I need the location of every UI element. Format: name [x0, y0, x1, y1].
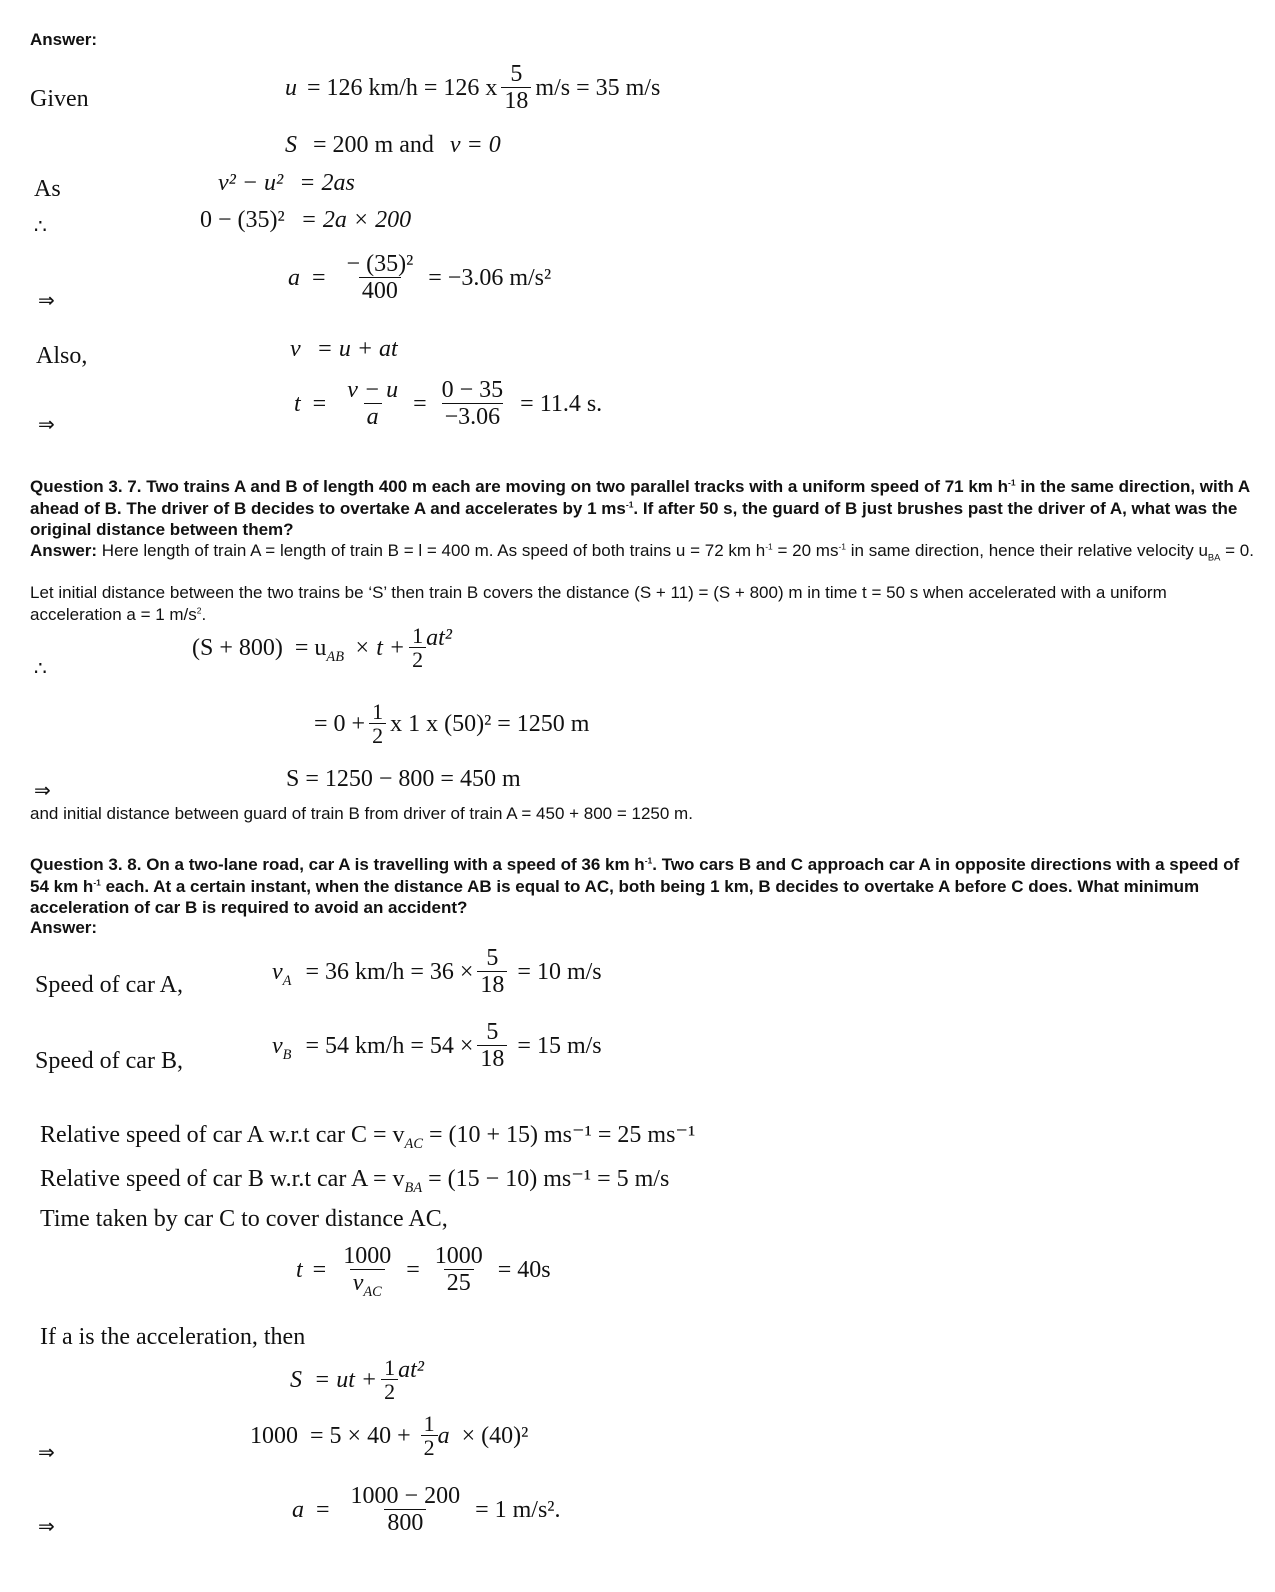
frac-den: 18 [477, 1045, 507, 1072]
u-result: m/s = 35 m/s [535, 74, 661, 101]
frac-num: v − u [347, 377, 399, 403]
implies-arrow: ⇒ [38, 1514, 55, 1538]
var-t: t [294, 390, 301, 417]
fraction-5-18 [501, 62, 531, 115]
fraction-half [421, 1412, 438, 1460]
e2-lhs: 1000 [250, 1422, 298, 1449]
time-taken-line: Time taken by car C to cover distance AC, [40, 1206, 448, 1232]
var-v: v [290, 336, 301, 362]
fraction-1000-25 [432, 1244, 486, 1297]
eq1-tail: at² [426, 624, 452, 651]
eq2-rhs: = 2a × 200 [300, 207, 412, 233]
var-a: a [437, 1422, 450, 1449]
equation-s-ut [290, 1356, 424, 1404]
fraction-a [344, 252, 417, 305]
speed-b-label: Speed of car B, [35, 1048, 183, 1074]
implies-arrow: ⇒ [34, 778, 51, 802]
equation-1000 [250, 1412, 528, 1460]
answer-3-7: Answer: Here length of train A = length of train B = l = 400 m. As speed of both trains u = 72 km $h^{-1} = 20$ $ms^{-1}$ in same direction, hence their relative velocity $u_{BA} = 0$. [30, 541, 1254, 563]
var-vb: $v_B$ [272, 1032, 292, 1063]
equation-1250 [314, 700, 589, 748]
implies-arrow: ⇒ [38, 412, 55, 436]
frac-den: 800 [384, 1509, 426, 1536]
equation-substituted [200, 207, 411, 234]
also-label: Also, [36, 343, 88, 369]
question-3-7: Question 3. 7. Two trains A and B of length 400 m each are moving on two parallel tracks with a uniform speed of 71 km $h^{-1}$ in the same direction, with A ahead of B. The driver of B decides to overtake A and accelerates by 1 $ms^{-1}$. If after 50 s, the guard of B just brushes past the driver of A, what was the original distance between them? [30, 477, 1250, 539]
var-a: a [292, 1496, 304, 1523]
implies-arrow: ⇒ [38, 288, 55, 312]
relative-speed-ba: Relative speed of car B w.r.t car $A = v_{BA} = (15 - 10) ms^{-1} = 5$ m/s [40, 1166, 670, 1196]
question-3-8: Question 3. 8. On a two-lane road, car A is travelling with a speed of 36 km $h^{-1}$. Two cars B and C approach car A in opposite directions with a speed of 54 km $h^{-1}$ each. At a certain instant, when the distance AB is equal to AC, both being 1 km, B decides to overtake A before C does. What minimum acceleration of car B is required to avoid an accident? [30, 855, 1240, 917]
equation-a-final [292, 1484, 561, 1537]
answer-3-7-line2: Let initial distance between the two trains be ‘S’ then train B covers the distance (S + 11) = (S + 800) m in time t = 50 s when accelerated with a uniform acceleration a = 1 $m/s^2$. [30, 583, 1167, 624]
u-eq: = 126 km/h = 126 x [307, 74, 498, 101]
t-result: = 40s [497, 1256, 551, 1283]
frac-num: 5 [486, 1019, 499, 1045]
equation-va [272, 946, 602, 999]
frac-num: 1000 [343, 1243, 392, 1269]
frac-den: 2 [369, 723, 386, 748]
equation-vb [272, 1020, 602, 1073]
v-zero: v = 0 [449, 132, 501, 158]
frac-num: 1 [384, 1355, 396, 1380]
fraction-1000-vac [340, 1243, 394, 1300]
conclusion-3-7: and initial distance between guard of train B from driver of train A = 450 + 800 = 1250 m. [30, 804, 693, 823]
answer-label: Answer: [30, 541, 98, 560]
equation-t [294, 378, 602, 431]
equation-s800 [192, 624, 452, 672]
va-result: = 10 m/s [517, 958, 602, 985]
frac-num: 0 − 35 [441, 377, 504, 403]
fraction-t2 [439, 378, 507, 431]
answer-heading: Answer: [30, 918, 98, 937]
eq-sign: = [406, 1256, 420, 1283]
equation-t40 [296, 1243, 551, 1300]
frac-num: 1000 − 200 [350, 1483, 461, 1509]
var-s: S [290, 1366, 302, 1393]
eq-sign: = [316, 1496, 330, 1523]
t-result: = 11.4 s. [520, 390, 603, 417]
answer-heading: Answer: [30, 30, 98, 49]
implies-arrow: ⇒ [38, 1440, 55, 1464]
frac-den: 2 [409, 647, 426, 672]
eq-sign: = [312, 390, 327, 417]
frac-num: 1 [423, 1411, 435, 1436]
frac-num: 5 [510, 61, 523, 87]
frac-den: 2 [381, 1379, 398, 1404]
frac-den: 25 [444, 1269, 474, 1296]
s-rhs: = 200 m and [313, 132, 434, 158]
var-a: a [288, 264, 300, 291]
eq1-mid: = $u_{AB}$ [294, 634, 345, 665]
va-eq: = 36 km/h = 36 × [305, 958, 474, 985]
fraction-t1 [344, 378, 401, 431]
v-rhs: = u + at [316, 336, 398, 362]
eq2-a: = 0 + [314, 710, 366, 737]
e2-rhs: = 5 × 40 + [310, 1422, 411, 1449]
eq2-lhs: 0 − (35)² [200, 207, 285, 233]
a-result: = 1 m/s². [475, 1496, 561, 1523]
as-label: As [34, 176, 61, 202]
eq1-lhs: v² − u² [218, 170, 284, 196]
fraction-5-18 [477, 1020, 507, 1073]
eq1-rhs: = 2as [299, 170, 355, 196]
eq1-lhs: (S + 800) [192, 634, 283, 661]
speed-a-label: Speed of car A, [35, 972, 183, 998]
vb-eq: = 54 km/h = 54 × [305, 1032, 474, 1059]
frac-den: 18 [501, 87, 531, 114]
frac-den: a [364, 403, 382, 430]
a-result: = −3.06 m/s² [428, 264, 552, 291]
if-acceleration-line: If a is the acceleration, then [40, 1324, 306, 1350]
e2-tail: × (40)² [461, 1422, 529, 1449]
var-va: $v_A$ [272, 958, 292, 989]
therefore-symbol: ∴ [34, 214, 47, 238]
fraction-5-18 [477, 946, 507, 999]
frac-den: 400 [359, 277, 401, 304]
s-tail: at² [398, 1356, 424, 1383]
eq-sign: = [312, 1256, 327, 1283]
frac-num: 1 [372, 699, 384, 724]
var-u: u [285, 74, 297, 101]
fraction-half [409, 624, 426, 672]
frac-num: − (35)² [346, 251, 414, 277]
s-rhs: = ut + [314, 1366, 378, 1393]
frac-num: 5 [486, 945, 499, 971]
frac-den: 2 [421, 1435, 438, 1460]
equation-u [285, 62, 660, 115]
var-s: S [285, 132, 297, 158]
eq-sign: = [312, 264, 326, 291]
eq-sign: = [413, 390, 427, 417]
eq2-b: x 1 x (50)² = 1250 m [390, 710, 590, 737]
relative-speed-ac: Relative speed of car A w.r.t car $C = v_{AC} = (10 + 15) ms^{-1} = 25$ ms⁻¹ [40, 1122, 696, 1152]
fraction-half [381, 1356, 398, 1404]
vb-result: = 15 m/s [517, 1032, 602, 1059]
fraction-800 [348, 1484, 464, 1537]
equation-s [285, 132, 501, 159]
therefore-symbol: ∴ [34, 656, 47, 680]
eq1-rest: × t + [354, 634, 406, 661]
equation-v [290, 336, 398, 363]
fraction-half [369, 700, 386, 748]
frac-den: $v_{AC}$ [350, 1269, 385, 1296]
equation-450: S = 1250 − 800 = 450 m [286, 766, 521, 792]
var-t: t [296, 1256, 303, 1283]
equation-a [288, 252, 551, 305]
frac-num: 1000 [434, 1243, 483, 1269]
given-label: Given [30, 86, 89, 112]
equation-kinematic [218, 170, 355, 197]
frac-num: 1 [412, 623, 424, 648]
frac-den: 18 [477, 971, 507, 998]
frac-den: −3.06 [442, 403, 504, 430]
